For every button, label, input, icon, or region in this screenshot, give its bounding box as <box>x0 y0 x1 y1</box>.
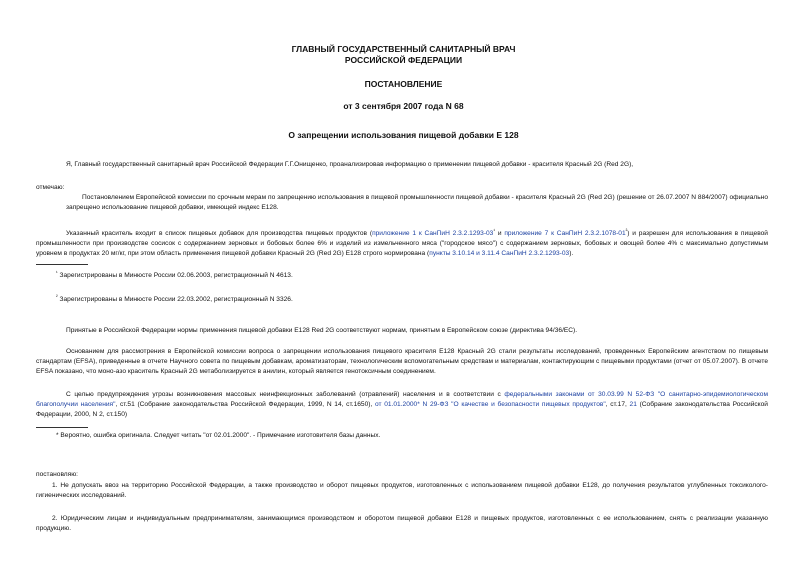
link-sanpin-clauses[interactable]: пункты 3.10.14 и 3.11.4 СанПиН 2.3.2.1293-03 <box>429 250 570 258</box>
footnote-3: * Вероятно, ошибка оригинала. Следует читать "от 02.01.2000". - Примечание изготовителя базы данных. <box>56 432 381 439</box>
footnote-2-mark: ² <box>56 294 58 300</box>
paragraph-efsa: Основанием для рассмотрения в Европейской комиссии вопроса о запрещении использования пищевого красителя Е128 Красный 2G стали результаты исследований, проведенных Европейским агентством по пищевым стандартам (EFSA), приведенные в отчете Научного совета по пищевым добавкам, ароматизаторам, технологическим вспомогательным средствам и материалам, контактирующим с пищевыми продуктами (отчет от 05.07.2007). В отчете EFSA показано, что моно-азо краситель Красный 2G метаболизируется в анилин, который является генотоксичным соединением. <box>36 348 768 375</box>
footnote-divider-1 <box>36 264 88 265</box>
link-sanpin-annex1[interactable]: приложение 1 к СанПиН 2.3.2.1293-03 <box>372 230 494 238</box>
footnote-2: $^{^2}$ Зарегистрированы в Минюсте России 22.03.2002, регистрационный N 3326. <box>56 294 293 304</box>
intro-paragraph: Я, Главный государственный санитарный врач Российской Федерации Г.Г.Онищенко, проанализировав информацию о применении пищевой добавки - красителя Красный 2G (Red 2G), <box>66 161 634 168</box>
footnote-1: $^{^1}$ Зарегистрированы в Минюсте России 02.06.2003, регистрационный N 4613. <box>56 270 293 280</box>
link-federal-law-29[interactable]: от 01.01.2000* N 29-ФЗ "О качестве и безопасности пищевых продуктов" <box>374 401 606 408</box>
link-article-21[interactable]: 21 <box>629 401 637 408</box>
footnote-ref-2: ² <box>625 228 628 234</box>
paragraph-eu-decision: Постановлением Европейской комиссии по срочным мерам по запрещению использования в пищевой промышленности пищевой добавки - красителя Красный 2G (Red 2G) (решение от 26.07.2007 N 884/2007) официально запрещено использование пищевой добавки, имеющей индекс Е128. <box>66 194 768 211</box>
decree-item-1: 1. Не допускать ввоз на территорию Российской Федерации, а также производство и оборот пищевых продуктов, изготовленных с использованием пищевой добавки Е128, до получения результатов углубленных токсиколого-гигиенических исследований. <box>36 482 768 499</box>
document-type: ПОСТАНОВЛЕНИЕ <box>364 79 443 89</box>
document-date-number: от 3 сентября 2007 года N 68 <box>343 101 464 111</box>
link-federal-law-52[interactable]: федеральными законами от 30.03.99 N 52-ФЗ "О санитарно-эпидемиологическом благополучии населения" <box>36 391 768 408</box>
authority-title-line2: РОССИЙСКОЙ ФЕДЕРАЦИИ <box>344 55 463 65</box>
paragraph-norms: Принятые в Российской Федерации нормы применения пищевой добавки Е128 Red 2G соответствуют нормам, принятым в Европейском союзе (директива 94/36/ЕС). <box>66 327 578 334</box>
footnote-divider-2 <box>36 427 88 428</box>
paragraph-legal-basis: С целью предупреждения угрозы возникновения массовых неинфекционных заболеваний (отравлений) населения и в соответствии с федеральными законами от 30.03.99 N 52-ФЗ "О санитарно-эпидемиологическом благополучии населения", ст.51 (Собрание законодательства Российской Федерации, 1999, N 14, ст.1650), от 01.01.2000* N 29-ФЗ "О качестве и безопасности пищевых продуктов", ст.17, 21 (Собрание законодательства Российской Федерации, 2000, N 2, ст.150) <box>36 391 768 418</box>
noted-label: отмечаю: <box>36 184 65 191</box>
paragraph-dye-usage: Указанный краситель входит в список пищевых добавок для производства пищевых продуктов (приложение 1 к СанПиН $2.3.2.1293-03^{^1}$ и приложение 7 к СанПиН $2.3.2.1078-01^{^2}$) и разрешен для использования в пищевой промышленности при производстве сосисок с содержанием зерновых и бобовых более 6% и изделий из измельченного мяса ("городское мясо") с содержанием зерновых, бобовых и овощей более 4% с максимально допустимым уровнем в продуктах 20 мг/кг, при этом область применения пищевой добавки Красный 2G (Red 2G) Е128 строго нормирована (пункты 3.10.14 и 3.11.4 СанПиН 2.3.2.1293-03). <box>36 228 768 258</box>
document-subject: О запрещении использования пищевой добавки Е 128 <box>288 130 519 140</box>
decree-label: постановляю: <box>36 471 79 478</box>
footnote-1-mark: ¹ <box>56 270 58 276</box>
link-sanpin-annex7[interactable]: приложение 7 к СанПиН 2.3.2.1078-01 <box>504 230 626 238</box>
authority-title-line1: ГЛАВНЫЙ ГОСУДАРСТВЕННЫЙ САНИТАРНЫЙ ВРАЧ <box>291 44 516 54</box>
decree-item-2: 2. Юридическим лицам и индивидуальным предпринимателям, занимающимся производством и оборотом пищевой добавки Е128 и пищевых продуктов, изготовленных с ее использованием, снять с реализации указанную продукцию. <box>36 515 768 532</box>
footnote-ref-1: ¹ <box>493 228 496 234</box>
